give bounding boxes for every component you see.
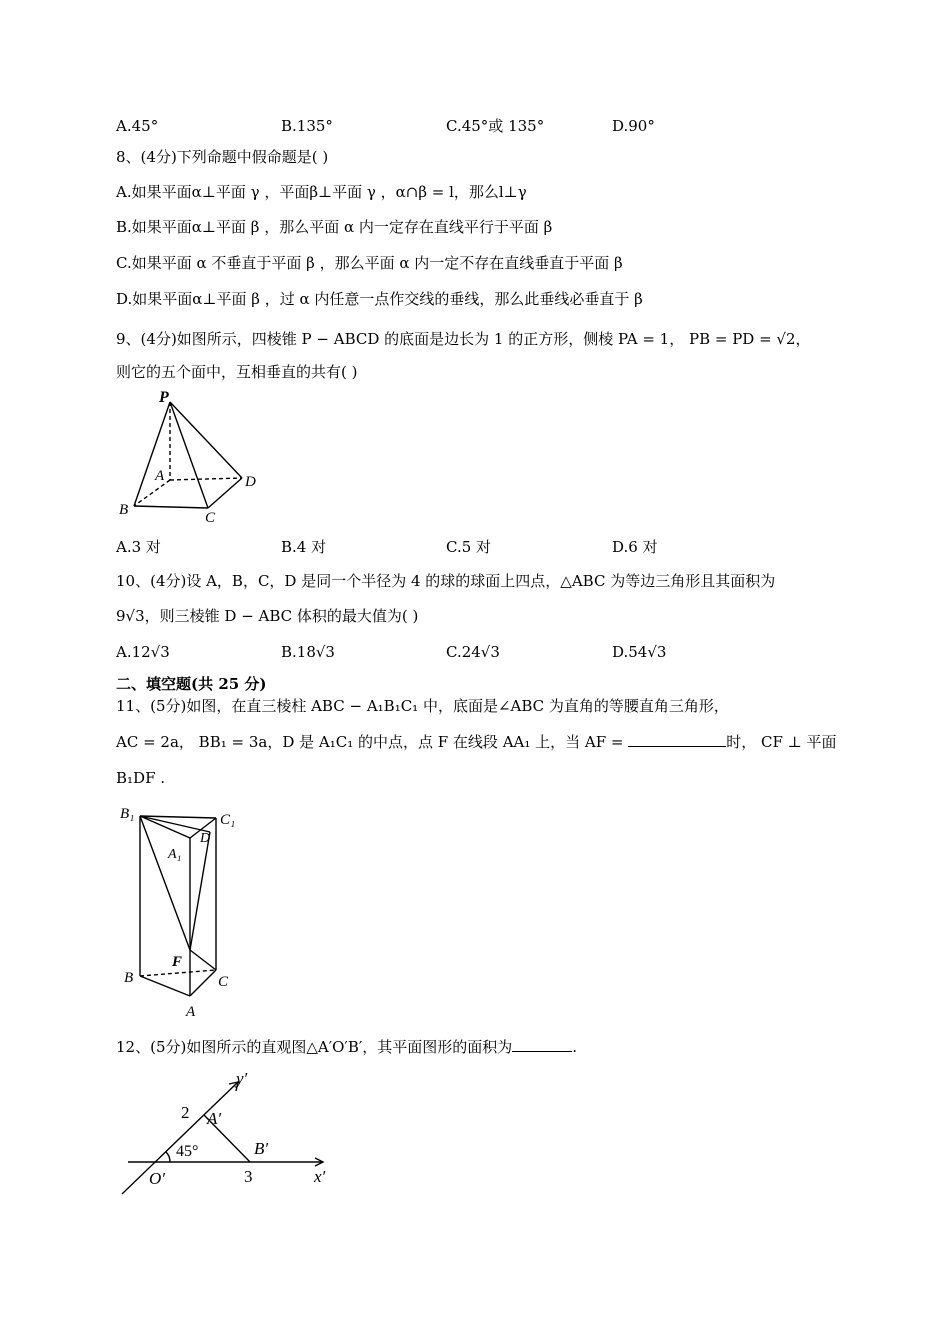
q8-stem: 8、(4分)下列命题中假命题是( ) [116,148,329,166]
q10-option-c: C.24√3 [446,643,500,661]
q9-label-a: A [155,468,165,484]
q7-option-d: D.90° [612,117,655,135]
q11-stem-line3: B₁DF . [116,769,166,787]
q12-label-o: O′ [149,1169,165,1188]
q11-label-a1: A₁ [168,847,182,862]
q9-label-d: D [245,474,256,490]
q11-stem-line2-part1: AC = 2a， BB₁ = 3a，D 是 A₁C₁ 的中点，点 F 在线段 AA₁ 上，当 AF = [116,733,629,751]
q7-options [116,115,816,137]
q12-label-angle: 45° [176,1143,199,1160]
q10-option-a: A.12√3 [116,643,170,661]
q9-option-a: A.3 对 [116,538,161,556]
q11-label-d: D [200,831,211,846]
q11-stem-line2 [116,731,837,753]
q11-stem-line2-part2: 时， CF ⊥ 平面 [726,733,837,751]
q12-stem [116,1036,577,1058]
q7-option-c: C.45°或 135° [446,117,545,135]
q7-option-a: A.45° [116,117,159,135]
q11-answer-blank[interactable] [628,732,726,747]
q12-stem-text: 12、(5分)如图所示的直观图△A′O′B′，其平面图形的面积为 [116,1038,513,1056]
q12-oblique-figure [118,1070,348,1202]
q12-stem-end: . [572,1038,578,1056]
q9-options [116,536,816,558]
q12-label-y: y′ [236,1070,248,1088]
q12-label-3: 3 [244,1167,253,1186]
q9-stem-line2: 则它的五个面中，互相垂直的共有( ) [116,363,358,381]
q11-prism-figure [118,800,258,1022]
q8-option-b: B.如果平面α⊥平面 β ，那么平面 α 内一定存在直线平行于平面 β [116,218,553,236]
q9-label-p: P [159,389,169,406]
q9-pyramid-figure [112,388,282,528]
q10-options [116,641,816,663]
q11-label-f: F [172,954,183,970]
q11-label-c1: C₁ [220,812,236,828]
q8-option-a: A.如果平面α⊥平面 γ ，平面β⊥平面 γ ，α∩β = l，那么l⊥γ [116,183,527,201]
q10-option-b: B.18√3 [281,643,335,661]
q12-answer-blank[interactable] [512,1037,572,1052]
q11-label-c: C [218,974,229,990]
q8-option-d: D.如果平面α⊥平面 β ，过 α 内任意一点作交线的垂线，那么此垂线必垂直于 β [116,290,643,308]
q11-label-a: A [186,1004,196,1020]
q7-option-b: B.135° [281,117,333,135]
q9-option-c: C.5 对 [446,538,492,556]
q11-label-b1: B₁ [120,806,135,822]
q8-option-c: C.如果平面 α 不垂直于平面 β ，那么平面 α 内一定不存在直线垂直于平面 β [116,254,623,272]
q10-stem-line2: 9√3，则三棱锥 D − ABC 体积的最大值为( ) [116,607,419,625]
q12-label-2: 2 [181,1103,190,1122]
q9-option-b: B.4 对 [281,538,327,556]
q10-stem-line1: 10、(4分)设 A，B，C，D 是同一个半径为 4 的球的球面上四点，△ABC 为等边三角形且其面积为 [116,572,776,590]
q12-label-a: A′ [207,1109,222,1128]
q9-label-c: C [205,510,216,526]
q9-stem-line1: 9、(4分)如图所示，四棱锥 P − ABCD 的底面是边长为 1 的正方形，侧棱 PA = 1， PB = PD = √2， [116,330,811,348]
q9-label-b: B [119,502,129,518]
q12-label-b: B′ [254,1139,269,1158]
section-2-title: 二、填空题(共 25 分) [116,675,267,693]
q9-option-d: D.6 对 [612,538,658,556]
q11-label-b: B [124,970,134,986]
q12-label-x: x′ [314,1167,326,1186]
q10-option-d: D.54√3 [612,643,667,661]
q11-stem-line1: 11、(5分)如图，在直三棱柱 ABC − A₁B₁C₁ 中，底面是∠ABC 为直角的等腰直角三角形， [116,697,729,715]
